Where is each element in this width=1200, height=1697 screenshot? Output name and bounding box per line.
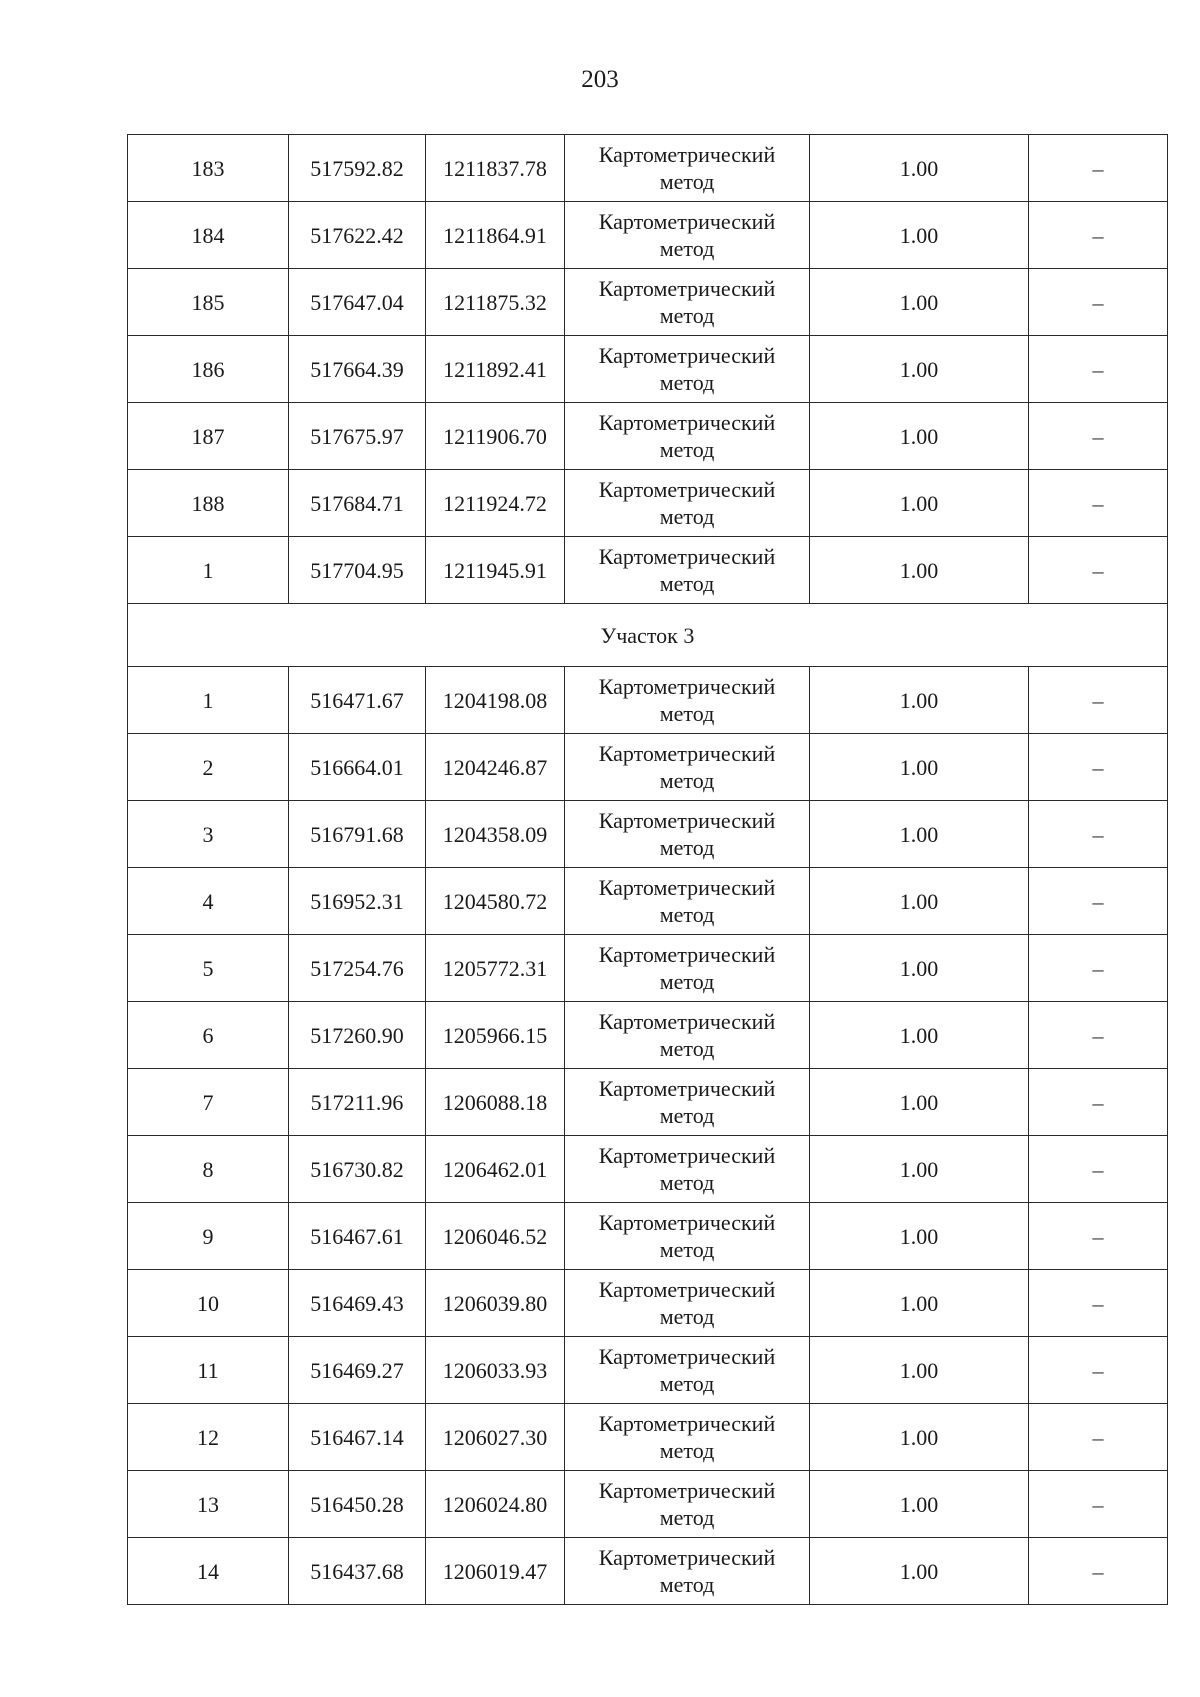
y-coordinate-cell: 1211906.70 <box>426 403 565 470</box>
note-cell: – <box>1029 1002 1168 1069</box>
section-header-body <box>128 604 1168 667</box>
accuracy-cell: 1.00 <box>810 202 1029 269</box>
method-line-2: метод <box>659 236 715 261</box>
method-cell <box>565 1538 810 1605</box>
point-number-cell: 186 <box>128 336 289 403</box>
method-line-2: метод <box>659 1103 715 1128</box>
method-line-1: Картометрический <box>598 741 776 766</box>
x-coordinate-cell: 517254.76 <box>289 935 426 1002</box>
method-cell <box>565 667 810 734</box>
method-line-2: метод <box>659 902 715 927</box>
method-line-2: метод <box>659 835 715 860</box>
point-number-cell: 9 <box>128 1203 289 1270</box>
method-line-1: Картометрический <box>598 1076 776 1101</box>
x-coordinate-cell: 517704.95 <box>289 537 426 604</box>
table-row <box>128 1069 1168 1136</box>
method-cell <box>565 1337 810 1404</box>
method-line-1: Картометрический <box>598 1277 776 1302</box>
method-line-2: метод <box>659 1304 715 1329</box>
point-number-cell: 4 <box>128 868 289 935</box>
note-cell: – <box>1029 537 1168 604</box>
table-row <box>128 667 1168 734</box>
method-cell <box>565 935 810 1002</box>
point-number-cell: 185 <box>128 269 289 336</box>
section-header-row <box>128 604 1168 667</box>
accuracy-cell: 1.00 <box>810 537 1029 604</box>
point-number-cell: 2 <box>128 734 289 801</box>
y-coordinate-cell: 1211864.91 <box>426 202 565 269</box>
method-line-1: Картометрический <box>598 477 776 502</box>
table-row <box>128 470 1168 537</box>
method-line-2: метод <box>659 969 715 994</box>
method-line-2: метод <box>659 1170 715 1195</box>
point-number-cell: 8 <box>128 1136 289 1203</box>
method-line-1: Картометрический <box>598 674 776 699</box>
point-number-cell: 187 <box>128 403 289 470</box>
y-coordinate-cell: 1204580.72 <box>426 868 565 935</box>
point-number-cell: 7 <box>128 1069 289 1136</box>
note-cell: – <box>1029 935 1168 1002</box>
table-row <box>128 1136 1168 1203</box>
method-cell <box>565 403 810 470</box>
x-coordinate-cell: 517664.39 <box>289 336 426 403</box>
method-line-2: метод <box>659 1371 715 1396</box>
method-line-1: Картометрический <box>598 1478 776 1503</box>
accuracy-cell: 1.00 <box>810 1337 1029 1404</box>
method-line-2: метод <box>659 571 715 596</box>
y-coordinate-cell: 1211875.32 <box>426 269 565 336</box>
note-cell: – <box>1029 403 1168 470</box>
method-cell <box>565 537 810 604</box>
note-cell: – <box>1029 1471 1168 1538</box>
table-row <box>128 1471 1168 1538</box>
method-cell <box>565 1270 810 1337</box>
method-line-1: Картометрический <box>598 209 776 234</box>
accuracy-cell: 1.00 <box>810 1069 1029 1136</box>
point-number-cell: 188 <box>128 470 289 537</box>
method-line-2: метод <box>659 504 715 529</box>
table-row <box>128 935 1168 1002</box>
method-line-2: метод <box>659 1505 715 1530</box>
point-number-cell: 3 <box>128 801 289 868</box>
method-line-2: метод <box>659 768 715 793</box>
method-cell <box>565 470 810 537</box>
coordinates-table <box>127 134 1168 1605</box>
y-coordinate-cell: 1206088.18 <box>426 1069 565 1136</box>
accuracy-cell: 1.00 <box>810 1002 1029 1069</box>
accuracy-cell: 1.00 <box>810 1538 1029 1605</box>
point-number-cell: 6 <box>128 1002 289 1069</box>
x-coordinate-cell: 516952.31 <box>289 868 426 935</box>
x-coordinate-cell: 516664.01 <box>289 734 426 801</box>
point-number-cell: 12 <box>128 1404 289 1471</box>
accuracy-cell: 1.00 <box>810 801 1029 868</box>
method-line-2: метод <box>659 1438 715 1463</box>
table-row <box>128 1538 1168 1605</box>
table-row <box>128 801 1168 868</box>
accuracy-cell: 1.00 <box>810 734 1029 801</box>
table-row <box>128 1404 1168 1471</box>
note-cell: – <box>1029 734 1168 801</box>
method-line-2: метод <box>659 437 715 462</box>
point-number-cell: 10 <box>128 1270 289 1337</box>
table-row <box>128 1337 1168 1404</box>
y-coordinate-cell: 1205772.31 <box>426 935 565 1002</box>
table-row <box>128 1270 1168 1337</box>
note-cell: – <box>1029 1270 1168 1337</box>
method-line-2: метод <box>659 370 715 395</box>
x-coordinate-cell: 516467.14 <box>289 1404 426 1471</box>
method-line-2: метод <box>659 1572 715 1597</box>
section-title: Участок 3 <box>128 604 1168 667</box>
x-coordinate-cell: 516469.27 <box>289 1337 426 1404</box>
note-cell: – <box>1029 336 1168 403</box>
table-row <box>128 1002 1168 1069</box>
accuracy-cell: 1.00 <box>810 336 1029 403</box>
method-cell <box>565 336 810 403</box>
table-body-part2 <box>128 667 1168 1605</box>
method-line-1: Картометрический <box>598 276 776 301</box>
method-cell <box>565 1203 810 1270</box>
point-number-cell: 13 <box>128 1471 289 1538</box>
point-number-cell: 183 <box>128 135 289 202</box>
y-coordinate-cell: 1204358.09 <box>426 801 565 868</box>
y-coordinate-cell: 1206019.47 <box>426 1538 565 1605</box>
x-coordinate-cell: 516437.68 <box>289 1538 426 1605</box>
method-line-1: Картометрический <box>598 1143 776 1168</box>
method-line-1: Картометрический <box>598 1344 776 1369</box>
table-row <box>128 135 1168 202</box>
note-cell: – <box>1029 1538 1168 1605</box>
table-row <box>128 537 1168 604</box>
table-row <box>128 336 1168 403</box>
accuracy-cell: 1.00 <box>810 1136 1029 1203</box>
y-coordinate-cell: 1211945.91 <box>426 537 565 604</box>
x-coordinate-cell: 517211.96 <box>289 1069 426 1136</box>
x-coordinate-cell: 516471.67 <box>289 667 426 734</box>
x-coordinate-cell: 517592.82 <box>289 135 426 202</box>
x-coordinate-cell: 516467.61 <box>289 1203 426 1270</box>
accuracy-cell: 1.00 <box>810 667 1029 734</box>
note-cell: – <box>1029 1203 1168 1270</box>
note-cell: – <box>1029 667 1168 734</box>
method-line-1: Картометрический <box>598 1009 776 1034</box>
method-line-2: метод <box>659 303 715 328</box>
method-line-2: метод <box>659 169 715 194</box>
y-coordinate-cell: 1206046.52 <box>426 1203 565 1270</box>
y-coordinate-cell: 1205966.15 <box>426 1002 565 1069</box>
method-line-1: Картометрический <box>598 343 776 368</box>
y-coordinate-cell: 1211892.41 <box>426 336 565 403</box>
x-coordinate-cell: 516469.43 <box>289 1270 426 1337</box>
method-cell <box>565 1471 810 1538</box>
y-coordinate-cell: 1206027.30 <box>426 1404 565 1471</box>
method-cell <box>565 202 810 269</box>
x-coordinate-cell: 516450.28 <box>289 1471 426 1538</box>
accuracy-cell: 1.00 <box>810 135 1029 202</box>
method-line-1: Картометрический <box>598 142 776 167</box>
accuracy-cell: 1.00 <box>810 1471 1029 1538</box>
point-number-cell: 11 <box>128 1337 289 1404</box>
method-line-2: метод <box>659 1036 715 1061</box>
y-coordinate-cell: 1204198.08 <box>426 667 565 734</box>
method-cell <box>565 1069 810 1136</box>
page-number: 203 <box>581 66 619 93</box>
y-coordinate-cell: 1211924.72 <box>426 470 565 537</box>
table-row <box>128 734 1168 801</box>
accuracy-cell: 1.00 <box>810 935 1029 1002</box>
method-cell <box>565 135 810 202</box>
accuracy-cell: 1.00 <box>810 1203 1029 1270</box>
table-row <box>128 868 1168 935</box>
y-coordinate-cell: 1211837.78 <box>426 135 565 202</box>
x-coordinate-cell: 517622.42 <box>289 202 426 269</box>
table-row <box>128 202 1168 269</box>
x-coordinate-cell: 517675.97 <box>289 403 426 470</box>
y-coordinate-cell: 1206462.01 <box>426 1136 565 1203</box>
point-number-cell: 1 <box>128 537 289 604</box>
note-cell: – <box>1029 135 1168 202</box>
point-number-cell: 14 <box>128 1538 289 1605</box>
y-coordinate-cell: 1206024.80 <box>426 1471 565 1538</box>
y-coordinate-cell: 1206039.80 <box>426 1270 565 1337</box>
point-number-cell: 5 <box>128 935 289 1002</box>
method-line-1: Картометрический <box>598 808 776 833</box>
method-line-2: метод <box>659 1237 715 1262</box>
x-coordinate-cell: 517647.04 <box>289 269 426 336</box>
point-number-cell: 1 <box>128 667 289 734</box>
x-coordinate-cell: 517684.71 <box>289 470 426 537</box>
method-cell <box>565 801 810 868</box>
method-line-2: метод <box>659 701 715 726</box>
method-line-1: Картометрический <box>598 544 776 569</box>
accuracy-cell: 1.00 <box>810 1404 1029 1471</box>
method-line-1: Картометрический <box>598 1545 776 1570</box>
method-cell <box>565 269 810 336</box>
x-coordinate-cell: 516791.68 <box>289 801 426 868</box>
accuracy-cell: 1.00 <box>810 269 1029 336</box>
note-cell: – <box>1029 470 1168 537</box>
note-cell: – <box>1029 269 1168 336</box>
y-coordinate-cell: 1206033.93 <box>426 1337 565 1404</box>
method-line-1: Картометрический <box>598 875 776 900</box>
table-row <box>128 403 1168 470</box>
point-number-cell: 184 <box>128 202 289 269</box>
x-coordinate-cell: 517260.90 <box>289 1002 426 1069</box>
table-body-part1 <box>128 135 1168 604</box>
method-cell <box>565 1136 810 1203</box>
x-coordinate-cell: 516730.82 <box>289 1136 426 1203</box>
accuracy-cell: 1.00 <box>810 1270 1029 1337</box>
method-cell <box>565 1404 810 1471</box>
accuracy-cell: 1.00 <box>810 403 1029 470</box>
note-cell: – <box>1029 1337 1168 1404</box>
note-cell: – <box>1029 202 1168 269</box>
table-row <box>128 269 1168 336</box>
method-line-1: Картометрический <box>598 1210 776 1235</box>
method-cell <box>565 734 810 801</box>
note-cell: – <box>1029 801 1168 868</box>
note-cell: – <box>1029 1136 1168 1203</box>
accuracy-cell: 1.00 <box>810 868 1029 935</box>
y-coordinate-cell: 1204246.87 <box>426 734 565 801</box>
note-cell: – <box>1029 868 1168 935</box>
table-row <box>128 1203 1168 1270</box>
note-cell: – <box>1029 1069 1168 1136</box>
method-line-1: Картометрический <box>598 942 776 967</box>
accuracy-cell: 1.00 <box>810 470 1029 537</box>
method-line-1: Картометрический <box>598 1411 776 1436</box>
method-line-1: Картометрический <box>598 410 776 435</box>
method-cell <box>565 868 810 935</box>
note-cell: – <box>1029 1404 1168 1471</box>
method-cell <box>565 1002 810 1069</box>
